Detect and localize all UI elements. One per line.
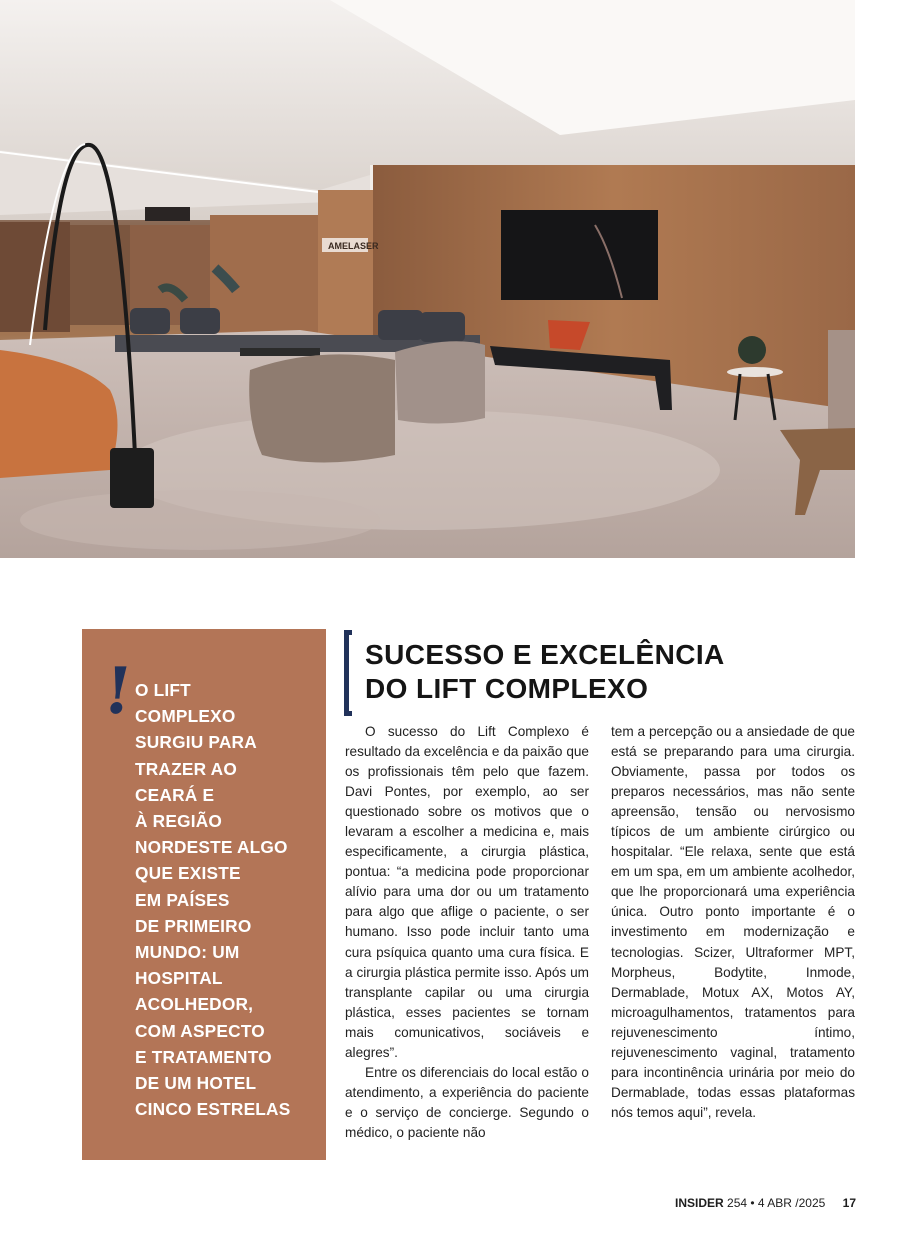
article-column-2 — [611, 722, 855, 1123]
pull-quote-line: SURGIU PARA — [135, 732, 257, 753]
exclamation-icon: ! — [100, 654, 137, 729]
pull-quote-line: MUNDO: UM — [135, 942, 240, 963]
pull-quote-line: CINCO ESTRELAS — [135, 1099, 291, 1120]
page-footer — [675, 1196, 856, 1210]
pull-quote-line: NORDESTE ALGO — [135, 837, 288, 858]
headline-bracket — [344, 630, 352, 716]
pull-quote-line: HOSPITAL — [135, 968, 223, 989]
magazine-name: INSIDER — [674, 1196, 724, 1210]
pull-quote-line: TRAZER AO — [135, 758, 237, 779]
pull-quote-line: COM ASPECTO — [135, 1020, 265, 1041]
article-title-line: SUCESSO E EXCELÊNCIA — [365, 639, 725, 670]
photo-sign-text: AMELASER — [328, 241, 379, 251]
pull-quote-text — [135, 677, 315, 1122]
pull-quote-line: CEARÁ E — [135, 784, 215, 805]
article-paragraph: tem a percepção ou a ansiedade de que está se preparando para uma cirurgia. Obviamente, passa por todos os preparos necessários, mas não sente apreensão, tensão ou nervosismo típicos de um ambiente cirúrgico ou hospitalar. “Ele relaxa, sente que está em um spa, em um ambiente acolhedor, que lhe proporcionará uma experiência única. Outro ponto importante é o investimento em modernização e tecnologias. Scizer, Ultraformer MPT, Morpheus, Bodytite, Inmode, Dermablade, Motux AX, Motos AY, microagulhamentos, tratamentos para rejuvenescimento íntimo, rejuvenescimento vaginal, tratamento para incontinência urinária por meio do Dermablade, todas essas plataformas nós temos aqui”, revela. — [611, 724, 855, 1120]
pull-quote-line: DE UM HOTEL — [135, 1073, 257, 1094]
article-title — [365, 638, 725, 706]
article-column-1 — [345, 722, 589, 1143]
pull-quote-line: QUE EXISTE — [135, 863, 241, 884]
pull-quote-line: COMPLEXO — [135, 706, 236, 727]
article-paragraph: Entre os diferenciais do local estão o atendimento, a experiência do paciente e o serviço de concierge. Segundo o médico, o paciente não — [345, 1064, 589, 1140]
lobby-photo — [0, 0, 855, 558]
page-number: 17 — [842, 1196, 856, 1210]
pull-quote-line: EM PAÍSES — [135, 889, 230, 910]
article-paragraph: O sucesso do Lift Complexo é resultado da excelência e da paixão que os profissionais têm pelo que fazem. Davi Pontes, por exemplo, ao ser questionado sobre os motivos que o levaram a escolher a medicina e, mais especificamente, a cirurgia plástica, pontua: “a medicina pode proporcionar alívio para uma dor ou um tratamento para algo que aflige o paciente, o ser humano. Isso pode incluir tanto uma cura psíquica quanto uma cura física. E a cirurgia plástica permite isso. Após um transplante capilar ou uma cirurgia plástica, esses pacientes se tornam mais comunicativos, sociáveis e alegres”. — [345, 724, 589, 1060]
article-title-line: DO LIFT COMPLEXO — [365, 673, 649, 704]
issue-info: 254 • 4 ABR /2025 — [727, 1196, 826, 1210]
pull-quote-line: O LIFT — [135, 680, 191, 700]
page-margin — [855, 0, 906, 1240]
pull-quote-line: À REGIÃO — [135, 811, 223, 832]
pull-quote-line: DE PRIMEIRO — [135, 915, 252, 936]
pull-quote-line: E TRATAMENTO — [135, 1046, 272, 1067]
pull-quote-line: ACOLHEDOR, — [135, 994, 254, 1015]
